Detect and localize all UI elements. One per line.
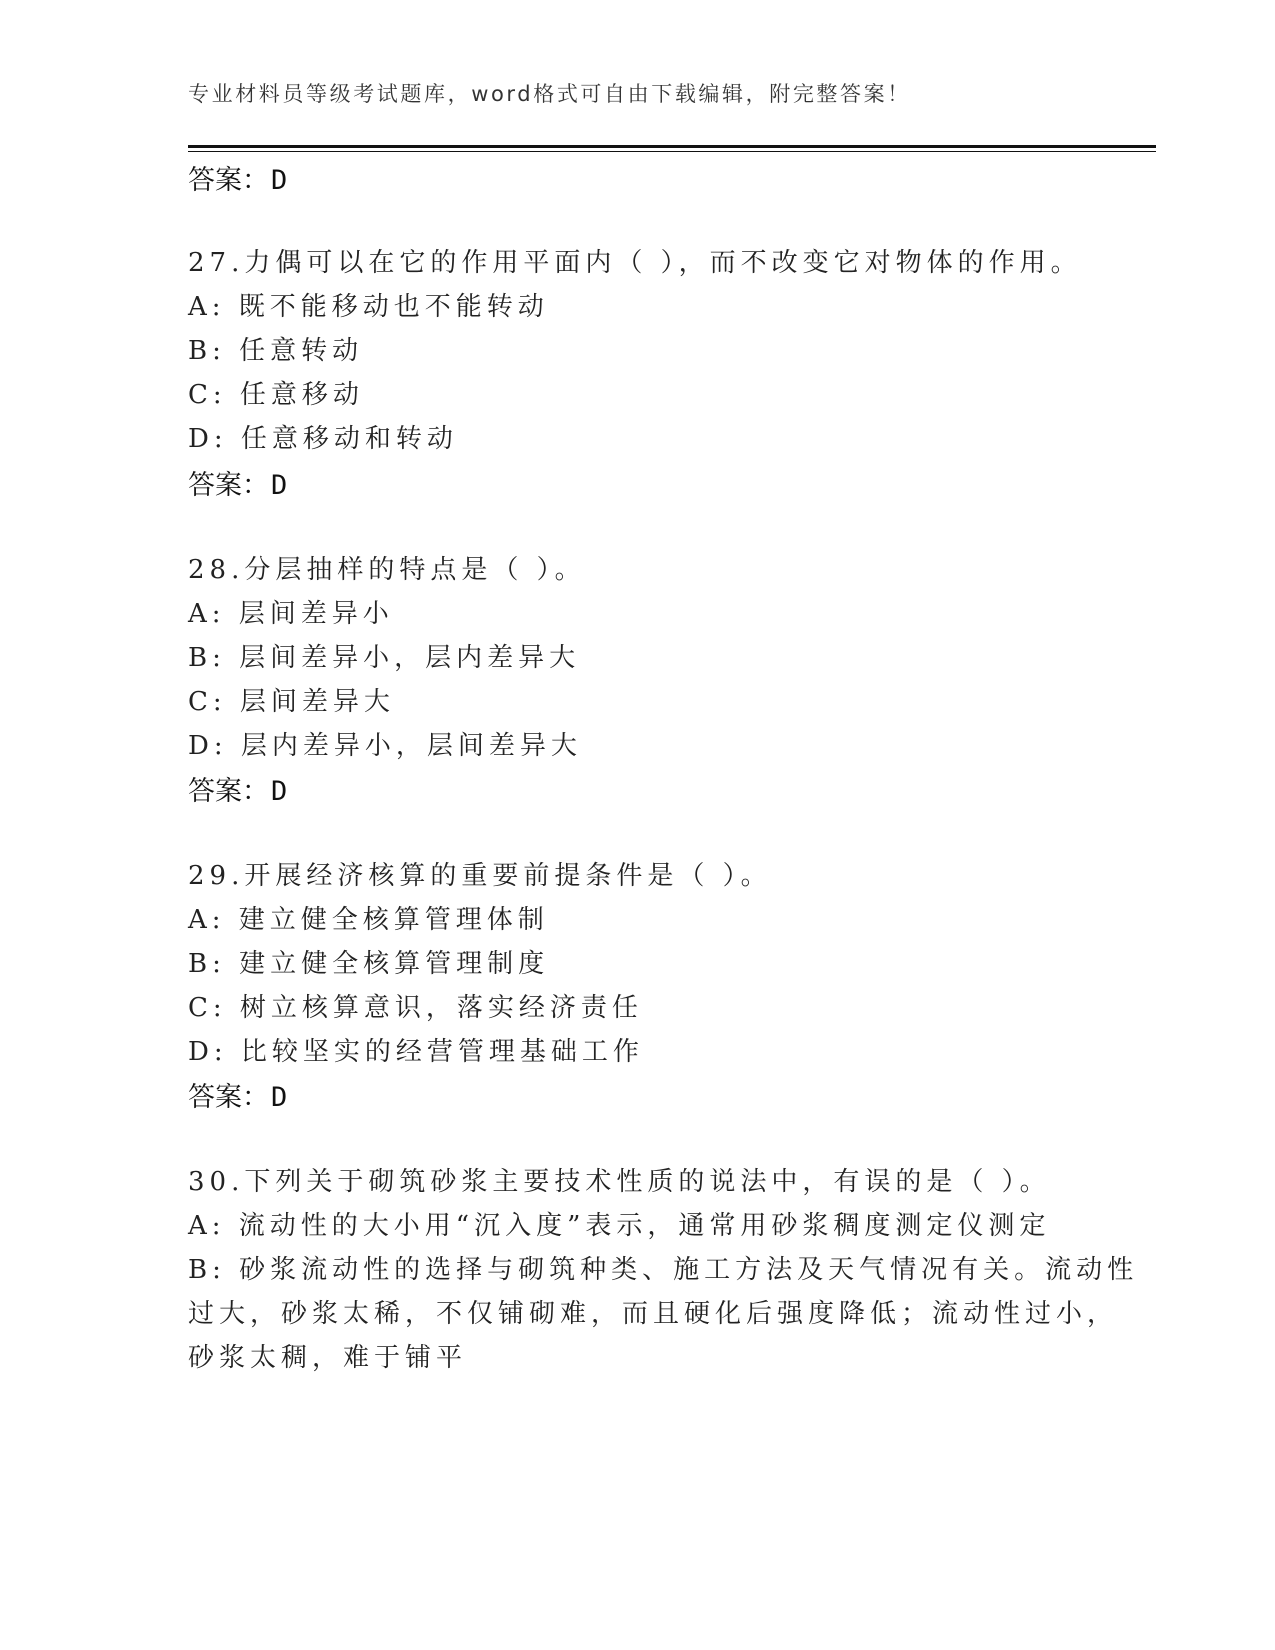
answer-label: 答案： [188,1082,269,1113]
option-d: D: 比较坚实的经营管理基础工作 [188,1037,644,1067]
header-rule-thin [188,151,1156,152]
answer-value: D [271,470,288,501]
answer-line [188,769,287,808]
answer-label: 答案： [188,776,269,807]
option-a: A: 层间差异小 [188,599,394,629]
answer-value: D [271,165,288,196]
option-d: D: 层内差异小，层间差异大 [188,731,582,761]
answer-value: D [271,1082,288,1113]
option-b-continued: 砂浆太稠，难于铺平 [188,1343,468,1373]
answer-line [188,463,287,502]
option-b-continued: 过大，砂浆太稀，不仅铺砌难，而且硬化后强度降低；流动性过小， [188,1299,1119,1329]
answer-label: 答案： [188,470,269,501]
option-d: D: 任意移动和转动 [188,424,458,454]
option-b: B: 任意转动 [188,336,364,366]
option-a: A: 建立健全核算管理体制 [188,905,549,935]
option-c: C: 层间差异大 [188,687,395,717]
header-rule-thick [188,145,1156,148]
question-stem: 30.下列关于砌筑砂浆主要技术性质的说法中，有误的是（ ）。 [188,1167,1051,1197]
answer-line [188,158,287,197]
answer-line [188,1075,287,1114]
option-c: C: 树立核算意识，落实经济责任 [188,993,643,1023]
option-a: A: 流动性的大小用“沉入度”表示，通常用砂浆稠度测定仪测定 [188,1211,1051,1241]
question-stem: 29.开展经济核算的重要前提条件是（ ）。 [188,861,772,891]
option-b: B: 建立健全核算管理制度 [188,949,550,979]
page-header: 专业材料员等级考试题库，word格式可自由下载编辑，附完整答案！ [188,82,911,106]
option-b: B: 层间差异小，层内差异大 [188,643,581,673]
option-a: A: 既不能移动也不能转动 [188,292,549,322]
question-stem: 27.力偶可以在它的作用平面内（ ），而不改变它对物体的作用。 [188,248,1082,278]
option-b: B: 砂浆流动性的选择与砌筑种类、施工方法及天气情况有关。流动性 [188,1255,1139,1285]
answer-value: D [271,776,288,807]
question-stem: 28.分层抽样的特点是（ ）。 [188,555,586,585]
answer-label: 答案： [188,165,269,196]
option-c: C: 任意移动 [188,380,364,410]
